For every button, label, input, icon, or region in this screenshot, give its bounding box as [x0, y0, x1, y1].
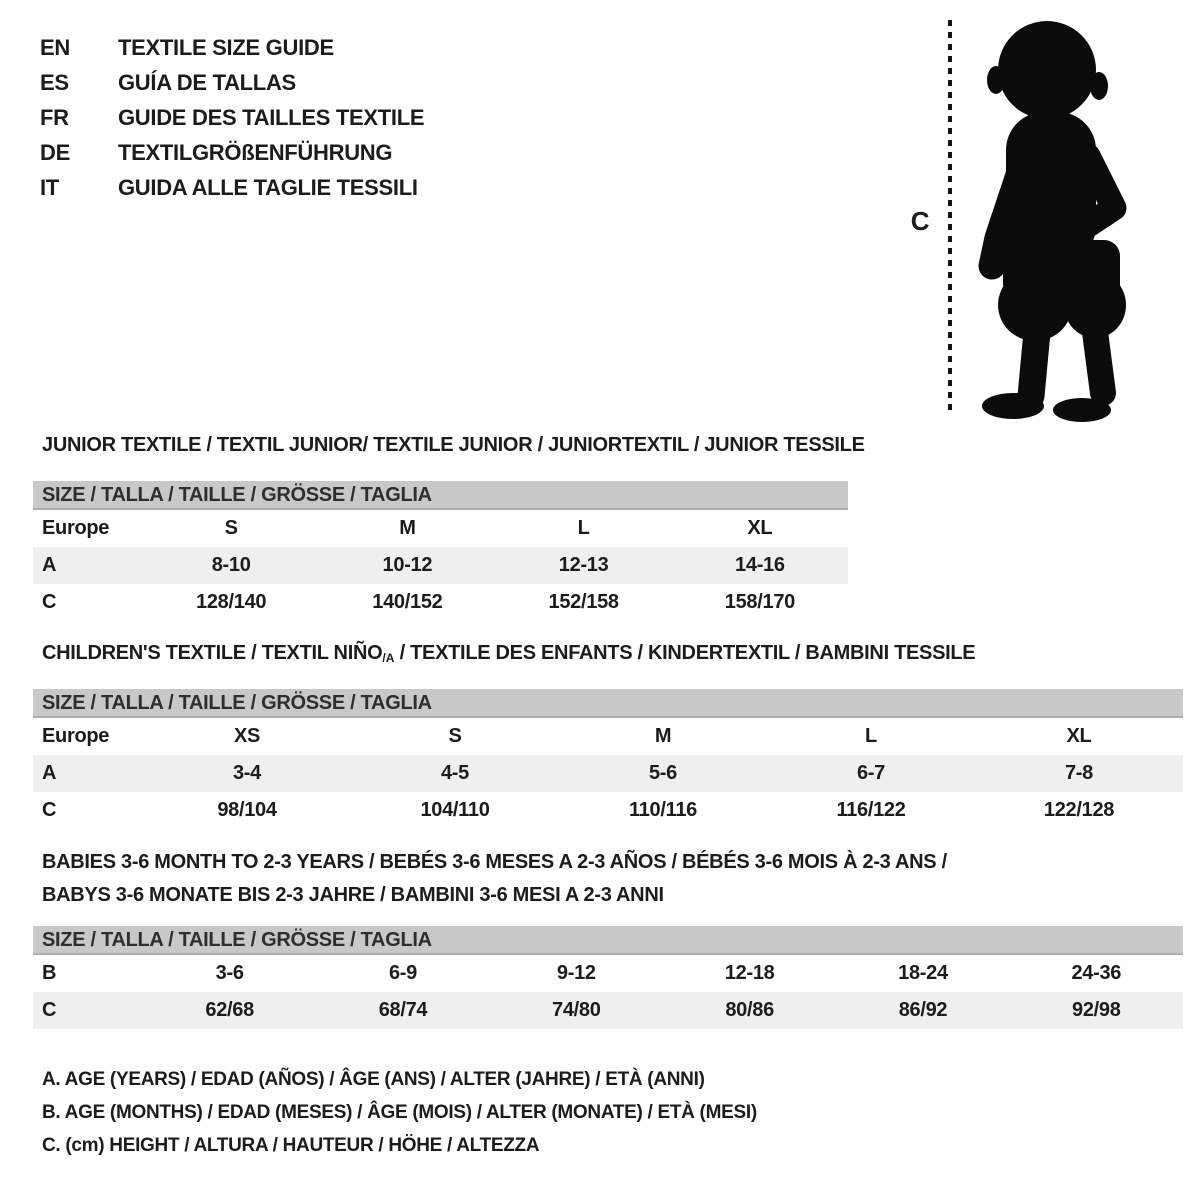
- children-title-prefix: CHILDREN'S TEXTILE / TEXTIL NIÑO: [42, 642, 383, 664]
- babies-title-line2: BABYS 3-6 MONATE BIS 2-3 JAHRE / BAMBINI 3-6 MESI A 2-3 ANNI: [42, 884, 664, 906]
- age-cell: 12-18: [724, 962, 775, 984]
- row-label: C: [42, 999, 57, 1021]
- age-cell: 6-7: [856, 762, 885, 784]
- language-code: EN: [40, 35, 70, 60]
- guide-title: GUIDA ALLE TAGLIE TESSILI: [118, 175, 418, 200]
- age-cell: 8-10: [211, 554, 251, 576]
- row-label: Europe: [42, 517, 110, 539]
- guide-title: GUIDE DES TAILLES TEXTILE: [118, 105, 425, 130]
- table-row: [33, 547, 848, 584]
- table-row: [33, 755, 1183, 792]
- age-cell: 6-9: [388, 962, 417, 984]
- toddler-silhouette-icon: [958, 16, 1144, 424]
- age-cell: 10-12: [382, 554, 433, 576]
- age-cell: 4-5: [440, 762, 469, 784]
- row-label: C: [42, 591, 57, 613]
- guide-title: GUÍA DE TALLAS: [118, 70, 296, 95]
- children-title-suffix: / TEXTILE DES ENFANTS / KINDERTEXTIL / BAMBINI TESSILE: [394, 642, 976, 664]
- guide-title: TEXTILGRÖßENFÜHRUNG: [118, 140, 393, 165]
- table-row: [33, 718, 1183, 755]
- height-cell: 86/92: [898, 999, 948, 1021]
- children-size-table: [33, 689, 1183, 829]
- age-cell: 5-6: [648, 762, 677, 784]
- height-cell: 116/122: [836, 799, 906, 821]
- babies-size-table: [33, 926, 1183, 1029]
- guide-title: TEXTILE SIZE GUIDE: [118, 35, 334, 60]
- height-cell: 158/170: [724, 591, 795, 613]
- height-cell: 62/68: [205, 999, 254, 1021]
- legend-age-years: A. AGE (YEARS) / EDAD (AÑOS) / ÂGE (ANS) / ALTER (JAHRE) / ETÀ (ANNI): [42, 1069, 705, 1090]
- age-cell: 14-16: [735, 554, 785, 576]
- height-cell: 122/128: [1043, 799, 1115, 821]
- size-header-bar: SIZE / TALLA / TAILLE / GRÖSSE / TAGLIA: [33, 689, 1183, 718]
- size-cell: XL: [747, 517, 773, 539]
- height-cell: 98/104: [217, 799, 277, 821]
- size-cell: M: [654, 725, 672, 747]
- babies-title-line1: BABIES 3-6 MONTH TO 2-3 YEARS / BEBÉS 3-6 MESES A 2-3 AÑOS / BÉBÉS 3-6 MOIS À 2-3 ANS /: [42, 851, 947, 873]
- table-row: [33, 510, 848, 547]
- height-cell: 104/110: [420, 799, 490, 821]
- table-row: [33, 955, 1183, 992]
- age-cell: 3-4: [232, 762, 261, 784]
- height-cell: 110/116: [629, 799, 697, 821]
- row-label: A: [42, 554, 57, 576]
- size-cell: S: [448, 725, 462, 747]
- height-cell: 92/98: [1072, 999, 1121, 1021]
- size-cell: M: [399, 517, 416, 539]
- age-cell: 7-8: [1064, 762, 1093, 784]
- age-cell: 12-13: [558, 554, 609, 576]
- row-label: B: [42, 962, 57, 984]
- row-label: Europe: [42, 725, 110, 747]
- size-header-bar: SIZE / TALLA / TAILLE / GRÖSSE / TAGLIA: [33, 481, 848, 510]
- age-cell: 18-24: [898, 962, 948, 984]
- language-row-fr: [40, 100, 424, 135]
- age-cell: 3-6: [215, 962, 244, 984]
- size-cell: XL: [1066, 725, 1092, 747]
- children-section-title: [42, 642, 975, 665]
- children-title-subscript: /A: [382, 651, 395, 665]
- row-label: A: [42, 762, 57, 784]
- language-code: IT: [40, 175, 59, 200]
- language-row-it: [40, 170, 424, 205]
- language-title-list: [40, 30, 424, 205]
- size-cell: L: [577, 517, 590, 539]
- babies-section-title: [42, 846, 947, 912]
- junior-section-title: JUNIOR TEXTILE / TEXTIL JUNIOR/ TEXTILE JUNIOR / JUNIORTEXTIL / JUNIOR TESSILE: [42, 434, 865, 456]
- table-row: [33, 792, 1183, 829]
- language-code: ES: [40, 70, 69, 95]
- language-row-es: [40, 65, 424, 100]
- height-cell: 80/86: [725, 999, 774, 1021]
- height-cell: 68/74: [378, 999, 428, 1021]
- row-label: C: [42, 799, 57, 821]
- table-row: [33, 584, 848, 621]
- height-cell: 128/140: [196, 591, 267, 613]
- legend-height-cm: C. (cm) HEIGHT / ALTURA / HAUTEUR / HÖHE / ALTEZZA: [42, 1135, 540, 1156]
- height-measure-label: C: [910, 206, 930, 236]
- height-cell: 140/152: [372, 591, 443, 613]
- height-cell: 74/80: [552, 999, 601, 1021]
- language-code: FR: [40, 105, 69, 130]
- junior-size-table: [33, 481, 848, 621]
- language-row-de: [40, 135, 424, 170]
- age-cell: 24-36: [1071, 962, 1122, 984]
- height-cell: 152/158: [548, 591, 619, 613]
- size-cell: S: [224, 517, 238, 539]
- size-cell: L: [865, 725, 877, 747]
- language-row-en: [40, 30, 424, 65]
- language-code: DE: [40, 140, 70, 165]
- size-cell: XS: [233, 725, 261, 747]
- measurement-legend: [42, 1063, 757, 1162]
- legend-age-months: B. AGE (MONTHS) / EDAD (MESES) / ÂGE (MOIS) / ALTER (MONATE) / ETÀ (MESI): [42, 1102, 757, 1123]
- height-dashed-line: [948, 20, 952, 416]
- table-row: [33, 992, 1183, 1029]
- size-header-bar: SIZE / TALLA / TAILLE / GRÖSSE / TAGLIA: [33, 926, 1183, 955]
- age-cell: 9-12: [556, 962, 596, 984]
